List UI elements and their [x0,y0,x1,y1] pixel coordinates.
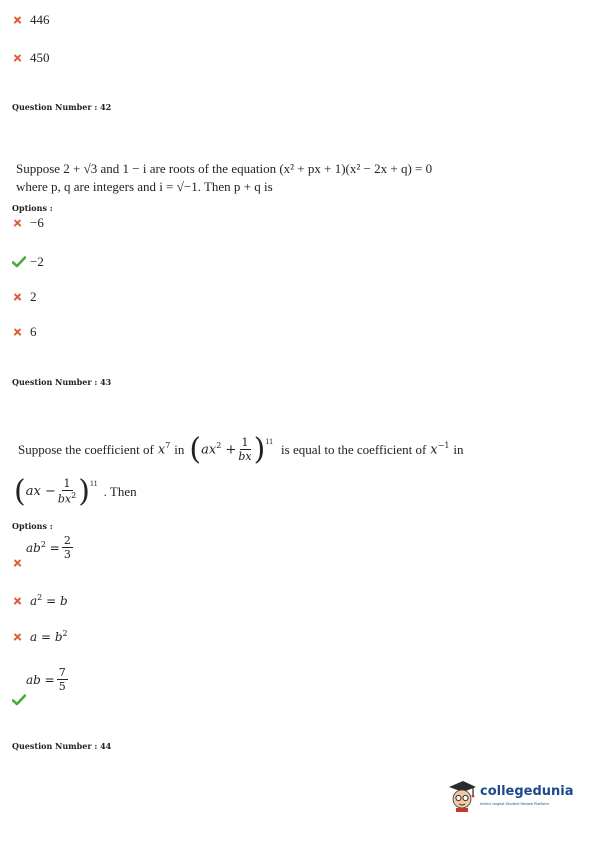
option-q43-1-math: $ab^2$ = $\frac{2}{3}$ [26,534,71,561]
option-450[interactable]: 450 [12,50,50,66]
option-q42-3[interactable]: 2 [12,289,37,305]
question-42-line-2: where p, q are integers and i = √−1. Then p + q is [16,179,273,194]
option-q42-4[interactable]: 6 [12,324,37,340]
wrong-mark-icon [12,291,24,303]
mascot-icon [447,778,477,812]
brand-name: collegedunia [480,784,574,799]
option-q42-1[interactable]: −6 [12,215,44,231]
option-446[interactable]: 446 [12,12,50,28]
question-43-line-2: ( ax − $\frac{1}{bx^2}$ ) $^{11}$ . Then [14,474,137,509]
option-q43-2[interactable]: $a^2 = b$ [12,593,68,608]
question-number-42: Question Number : 42 [12,102,112,112]
option-q42-2[interactable]: −2 [12,254,44,270]
wrong-mark-icon [12,595,24,607]
options-label: Options : [12,203,53,213]
wrong-mark-icon [12,326,24,338]
brand-tagline: India's largest Student Review Platform [480,802,549,806]
wrong-mark-icon [12,631,24,643]
option-q43-4-math: ab = $\frac{7}{5}$ [26,666,66,693]
question-42-line-1: Suppose 2 + √3 and 1 − i are roots of the equation (x² + px + 1)(x² − 2x + q) = 0 [16,161,433,176]
wrong-mark-icon [12,557,24,569]
wrong-mark-icon [12,52,24,64]
option-q43-3[interactable]: $a = b^2$ [12,629,68,644]
check-mark-icon [12,256,24,268]
collegedunia-logo [447,778,577,818]
question-number-44: Question Number : 44 [12,741,112,751]
check-mark-icon [12,691,24,703]
options-label: Options : [12,521,53,531]
question-43-line-1: Suppose the coefficient of $x^7$ in ( $ax^2$ + $\frac{1}{bx}$ ) $^{11}$ is equal to the coefficient of $x^{-1}$ in [18,432,464,467]
question-number-43: Question Number : 43 [12,377,112,387]
question-42-text [16,160,432,196]
wrong-mark-icon [12,14,24,26]
wrong-mark-icon [12,217,24,229]
